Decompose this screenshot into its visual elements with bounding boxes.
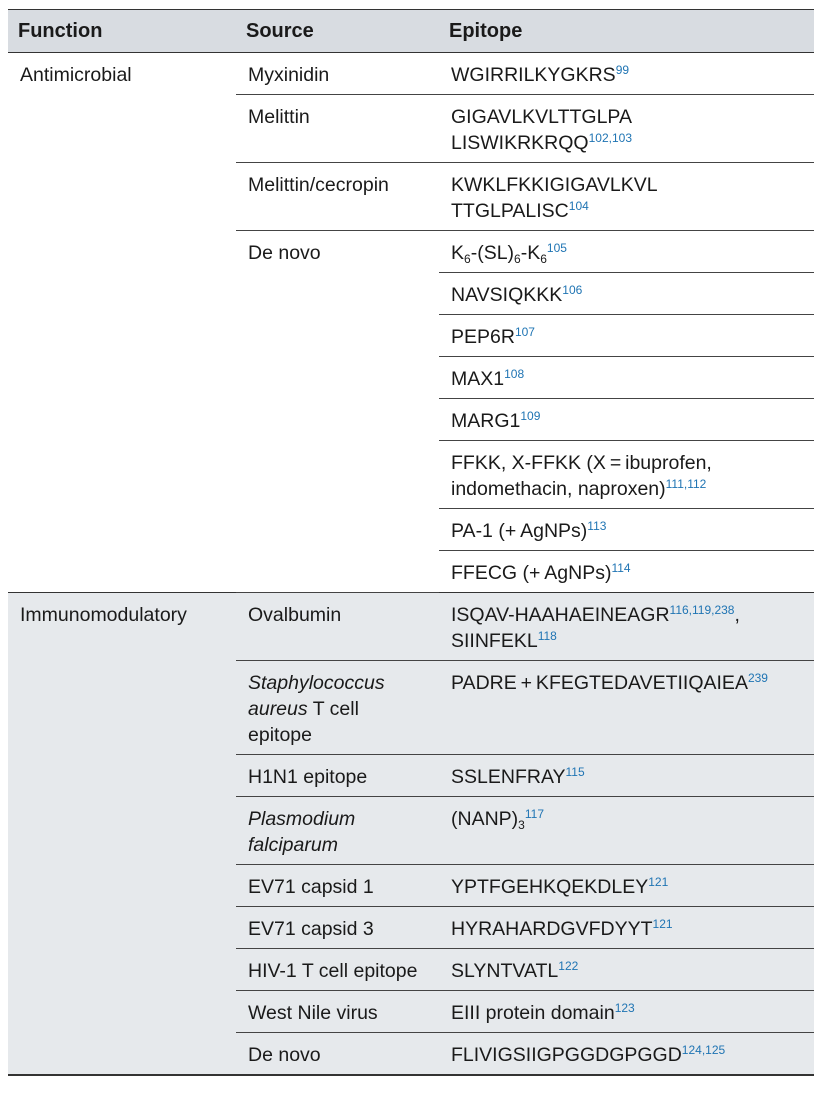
epitope-cell <box>439 231 814 273</box>
epitope-cell <box>439 273 814 315</box>
source-cell <box>236 991 439 1033</box>
source-text: Ovalbumin <box>248 604 342 626</box>
epitope-text: SLYNTVATL <box>451 960 559 982</box>
epitope-text: PA-1 (+ AgNPs) <box>451 520 588 542</box>
epitope-text: PEP6R <box>451 326 515 348</box>
epitope-cell <box>439 53 814 95</box>
reference-superscript: 121 <box>648 875 669 889</box>
epitope-cell <box>439 797 814 865</box>
source-cell <box>236 231 439 593</box>
source-text: Plasmodium <box>248 808 356 830</box>
epitope-text: indomethacin, naproxen) <box>451 478 666 500</box>
epitope-text: $K_6-(SL)_6-K_6$ <box>451 242 547 266</box>
header-row <box>8 10 814 53</box>
source-cell <box>236 907 439 949</box>
source-text: West Nile virus <box>248 1002 378 1024</box>
source-text: Myxinidin <box>248 64 330 86</box>
source-text: Melittin <box>248 106 310 128</box>
table-row <box>8 593 814 661</box>
epitope-cell <box>439 661 814 755</box>
reference-superscript: 121 <box>652 917 673 931</box>
source-text: aureus <box>248 698 308 720</box>
epitope-text: SIINFEKL <box>451 630 538 652</box>
epitope-cell <box>439 509 814 551</box>
epitope-cell <box>439 399 814 441</box>
epitope-cell <box>439 907 814 949</box>
source-text: Melittin/cecropin <box>248 174 389 196</box>
epitope-text: ISQAV-HAAHAEINEAGR <box>451 604 670 626</box>
reference-superscript: 117 <box>524 807 544 821</box>
epitope-cell <box>439 755 814 797</box>
reference-superscript: 118 <box>537 629 557 643</box>
source-cell <box>236 593 439 661</box>
epitope-cell <box>439 865 814 907</box>
epitope-punct: , <box>734 604 740 626</box>
epitope-text: LISWIKRKRQQ <box>451 132 589 154</box>
epitope-cell <box>439 315 814 357</box>
reference-superscript: 105 <box>546 241 567 255</box>
epitope-cell <box>439 593 814 661</box>
epitope-cell <box>439 551 814 593</box>
source-cell <box>236 1033 439 1076</box>
epitope-text: PADRE + KFEGTEDAVETIIQAIEA <box>451 672 748 694</box>
epitope-cell <box>439 163 814 231</box>
epitope-cell <box>439 949 814 991</box>
epitope-cell <box>439 357 814 399</box>
epitope-text: KWKLFKKIGIGAVLKVL <box>451 174 658 196</box>
source-cell <box>236 755 439 797</box>
source-text: H1N1 epitope <box>248 766 368 788</box>
source-cell <box>236 95 439 163</box>
source-cell <box>236 163 439 231</box>
reference-superscript: 108 <box>504 367 525 381</box>
reference-superscript: 122 <box>558 959 579 973</box>
table-row <box>8 53 814 95</box>
reference-superscript: 102,103 <box>588 131 632 145</box>
reference-superscript: 114 <box>611 561 631 575</box>
source-text: Staphylococcus <box>248 672 385 694</box>
epitope-text: TTGLPALISC <box>451 200 569 222</box>
source-cell <box>236 949 439 991</box>
source-cell <box>236 661 439 755</box>
reference-superscript: 116,119,238 <box>669 603 735 617</box>
source-text: HIV-1 T cell epitope <box>248 960 418 982</box>
epitope-cell <box>439 991 814 1033</box>
reference-superscript: 109 <box>520 409 541 423</box>
reference-superscript: 124,125 <box>681 1043 726 1057</box>
source-text: epitope <box>248 724 312 746</box>
source-text: EV71 capsid 1 <box>248 876 374 898</box>
source-text: De novo <box>248 1044 321 1066</box>
epitope-text: WGIRRILKYGKRS <box>451 64 616 86</box>
epitope-text: SSLENFRAY <box>451 766 566 788</box>
reference-superscript: 123 <box>614 1001 635 1015</box>
epitope-text: YPTFGEHKQEKDLEY <box>451 876 649 898</box>
source-cell <box>236 53 439 95</box>
source-text: EV71 capsid 3 <box>248 918 374 940</box>
epitope-text: MARG1 <box>451 410 521 432</box>
epitope-text: FFECG (+ AgNPs) <box>451 562 612 584</box>
source-text: De novo <box>248 242 321 264</box>
reference-superscript: 104 <box>568 199 589 213</box>
reference-superscript: 115 <box>565 765 585 779</box>
reference-superscript: 107 <box>514 325 535 339</box>
epitope-text: FFKK, X-FFKK (X = ibuprofen, <box>451 452 712 474</box>
reference-superscript: 111,112 <box>665 477 707 491</box>
source-text: falciparum <box>248 834 338 856</box>
header-function: Function <box>8 10 236 53</box>
epitope-text: $(NANP)_3$ <box>451 808 525 832</box>
epitope-text: FLIVIGSIIGPGGDGPGGD <box>451 1044 682 1066</box>
header-epitope: Epitope <box>439 10 814 53</box>
epitope-cell <box>439 95 814 163</box>
section-2 <box>8 593 814 1076</box>
source-cell <box>236 797 439 865</box>
epitope-text: GIGAVLKVLTTGLPA <box>451 106 632 128</box>
reference-superscript: 106 <box>562 283 583 297</box>
reference-superscript: 113 <box>587 519 607 533</box>
epitope-text: HYRAHARDGVFDYYT <box>451 918 653 940</box>
function-cell: Immunomodulatory <box>8 593 236 1076</box>
function-cell: Antimicrobial <box>8 53 236 593</box>
epitope-cell <box>439 1033 814 1076</box>
header-source: Source <box>236 10 439 53</box>
source-text: T cell <box>307 698 359 720</box>
section-1 <box>8 53 814 593</box>
epitope-table <box>8 9 814 1076</box>
epitope-text: NAVSIQKKK <box>451 284 563 306</box>
reference-superscript: 239 <box>747 671 768 685</box>
reference-superscript: 99 <box>615 63 630 77</box>
source-cell <box>236 865 439 907</box>
epitope-text: MAX1 <box>451 368 505 390</box>
epitope-text: EIII protein domain <box>451 1002 615 1024</box>
epitope-cell <box>439 441 814 509</box>
